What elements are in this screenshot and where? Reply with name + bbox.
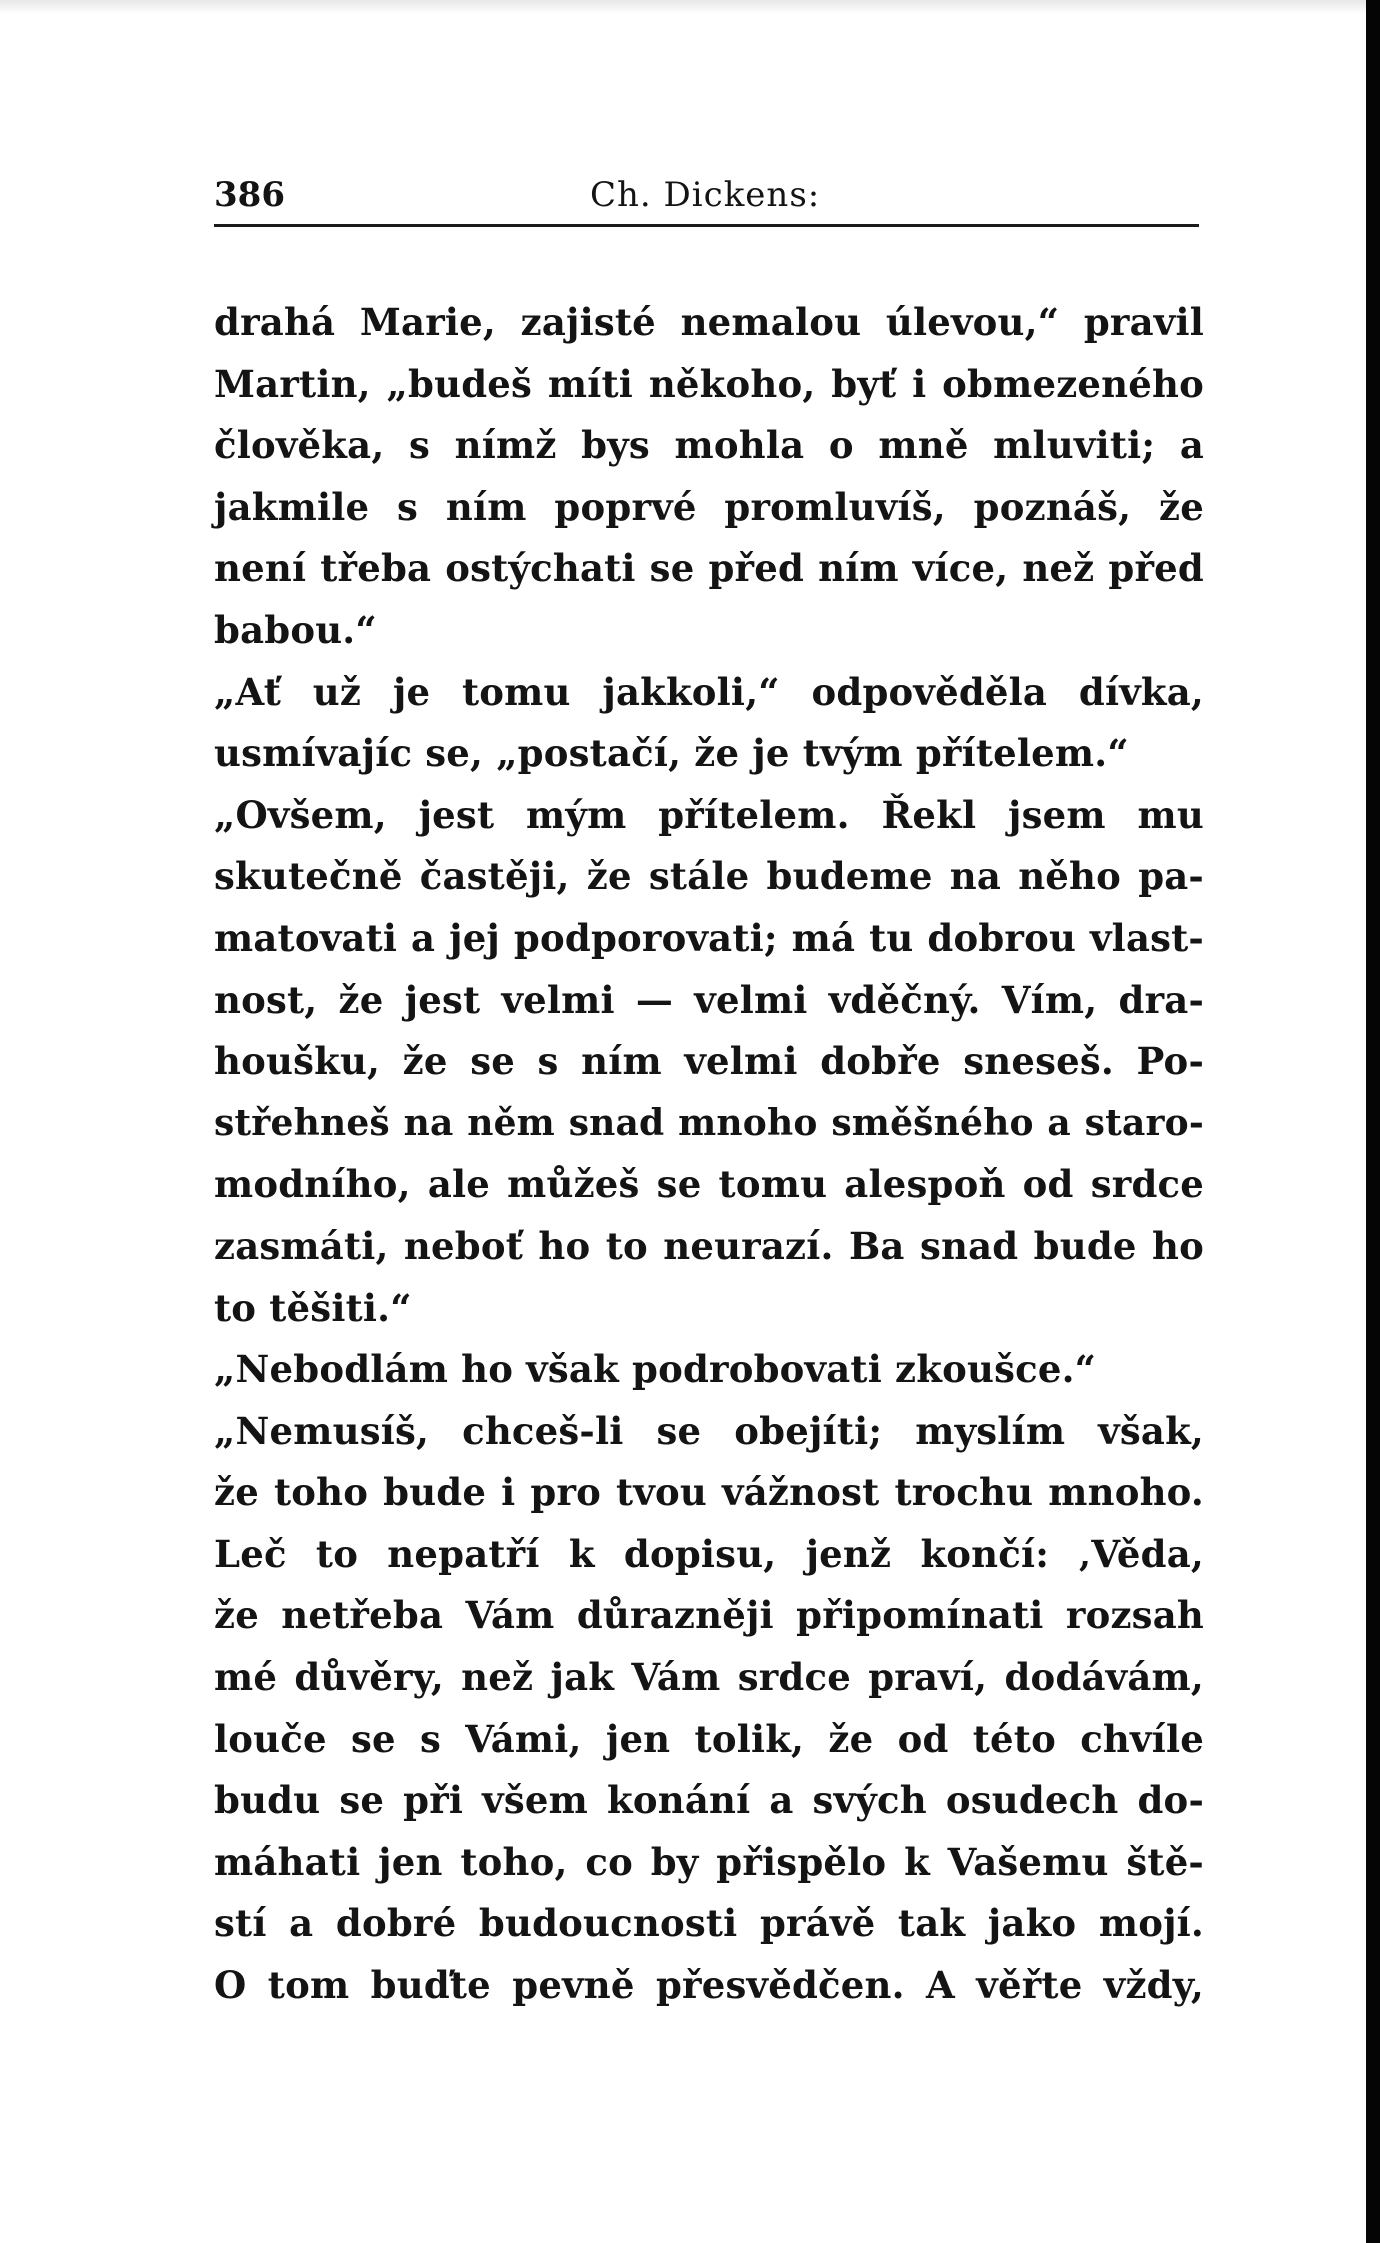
text-line: Martin, „budeš míti někoho, byť i obmezeného: [214, 361, 1204, 406]
book-page: [214, 0, 1204, 2243]
text-line: není třeba ostýchati se před ním více, než před: [214, 546, 1204, 591]
text-line: drahá Marie, zajisté nemalou úlevou,“ pravil: [214, 300, 1204, 344]
text-line: usmívajíc se, „postačí, že je tvým přítelem.“: [214, 731, 1129, 776]
text-line: O tom buďte pevně přesvědčen. A věřte vždy,: [214, 1963, 1204, 2008]
page-number: 386: [214, 175, 285, 215]
text-line: „Ovšem, jest mým přítelem. Řekl jsem mu: [214, 792, 1204, 837]
text-line: to těšiti.“: [214, 1285, 412, 1330]
text-line: matovati a jej podporovati; má tu dobrou vlast-: [214, 915, 1204, 960]
text-line: louče se s Vámi, jen tolik, že od této chvíle: [214, 1716, 1204, 1761]
text-line: Leč to nepatří k dopisu, jenž končí: ‚Věda,: [214, 1531, 1204, 1576]
text-line: že toho bude i pro tvou vážnost trochu mnoho.: [214, 1470, 1204, 1515]
running-title: Ch. Dickens:: [590, 175, 821, 215]
text-line: stí a dobré budoucnosti právě tak jako mojí.: [214, 1901, 1204, 1946]
text-line: houšku, že se s ním velmi dobře sneseš. Po-: [214, 1039, 1204, 1084]
text-line: „Nemusíš, chceš-li se obejíti; myslím však,: [214, 1408, 1204, 1453]
running-head: [214, 170, 1204, 220]
text-line: „Nebodlám ho však podrobovati zkoušce.“: [214, 1347, 1097, 1392]
text-line: modního, ale můžeš se tomu alespoň od srdce: [214, 1162, 1204, 1207]
text-line: že netřeba Vám důrazněji připomínati rozsah: [214, 1593, 1204, 1638]
text-line: babou.“: [214, 607, 377, 652]
text-line: mé důvěry, než jak Vám srdce praví, dodávám,: [214, 1655, 1204, 1700]
text-line: budu se při všem konání a svých osudech do-: [214, 1778, 1204, 1823]
text-line: střehneš na něm snad mnoho směšného a staro-: [214, 1101, 1204, 1144]
text-line: nost, že jest velmi — velmi vděčný. Vím, dra-: [214, 977, 1204, 1022]
header-rule: [214, 224, 1199, 227]
scan-right-edge: [1366, 0, 1380, 2243]
text-line: jakmile s ním poprvé promluvíš, poznáš, že: [214, 484, 1204, 529]
text-line: skutečně častěji, že stále budeme na něho pa-: [214, 854, 1204, 899]
body-text: [214, 292, 1204, 2017]
text-line: člověka, s nímž bys mohla o mně mluviti; a: [214, 423, 1204, 468]
text-line: zasmáti, neboť ho to neurazí. Ba snad bude ho: [214, 1223, 1204, 1268]
text-line: „Ať už je tomu jakkoli,“ odpověděla dívka,: [214, 669, 1204, 714]
text-line: máhati jen toho, co by přispělo k Vašemu ště-: [214, 1839, 1204, 1884]
